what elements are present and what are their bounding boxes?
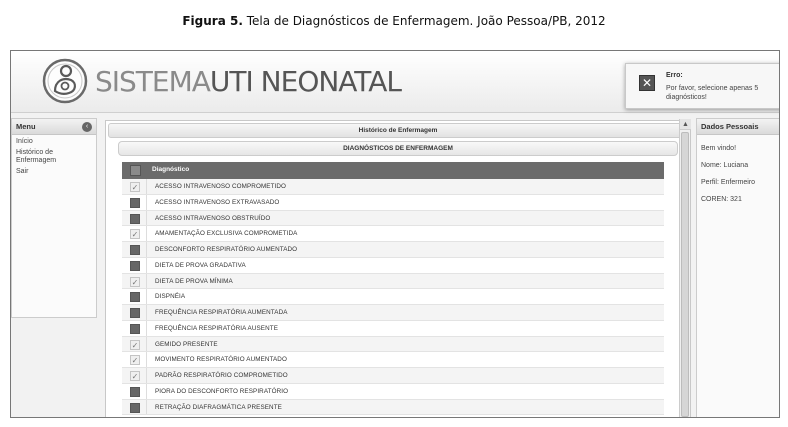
app-title-unit: UTI NEONATAL [209, 65, 401, 98]
table-row[interactable] [122, 368, 664, 384]
diagnostics-table [122, 162, 664, 415]
user-profile: Perfil: Enfermeiro [701, 179, 756, 186]
menu-item-historico[interactable]: Histórico de Enfermagem [16, 149, 57, 164]
table-row[interactable] [122, 321, 664, 337]
checkbox-cell [122, 368, 147, 383]
app-window [10, 50, 780, 418]
app-title [95, 65, 401, 98]
app-title-system: SISTEMA [95, 65, 210, 98]
error-toast[interactable] [625, 63, 780, 109]
mother-baby-logo-icon [41, 57, 89, 105]
row-checkbox[interactable] [130, 324, 140, 334]
row-checkbox[interactable] [130, 214, 140, 224]
menu-title: Menu [16, 122, 36, 131]
diagnosis-label: DIETA DE PROVA GRADATIVA [155, 261, 246, 269]
diagnosis-label: ACESSO INTRAVENOSO COMPROMETIDO [155, 183, 287, 190]
table-row[interactable] [122, 179, 664, 195]
row-checkbox-checked[interactable] [130, 355, 140, 365]
row-checkbox[interactable] [130, 198, 140, 208]
checkbox-cell [122, 258, 147, 273]
checkbox-cell [122, 179, 147, 194]
diagnostics-section-title: DIAGNÓSTICOS DE ENFERMAGEM [118, 141, 678, 156]
row-checkbox[interactable] [130, 403, 140, 413]
main-scrollbar[interactable] [679, 119, 690, 418]
row-checkbox[interactable] [130, 387, 140, 397]
checkbox-cell [122, 242, 147, 257]
close-icon[interactable]: ✕ [639, 75, 655, 91]
welcome-text: Bem vindo! [701, 145, 737, 152]
diagnosis-label: DISPNÉIA [155, 293, 186, 301]
row-checkbox[interactable] [130, 261, 140, 271]
toast-title: Erro: [666, 72, 683, 79]
row-checkbox-checked[interactable] [130, 182, 140, 192]
main-panel [105, 120, 691, 418]
main-panel-title: Histórico de Enfermagem [108, 123, 688, 138]
menu-item-sair[interactable]: Sair [16, 168, 29, 175]
checkbox-cell [122, 305, 147, 320]
diagnosis-label: RETRAÇÃO DIAFRAGMÁTICA PRESENTE [155, 403, 282, 411]
user-name: Nome: Luciana [701, 162, 749, 169]
diagnosis-label: FREQUÊNCIA RESPIRATÓRIA AUMENTADA [155, 309, 288, 316]
figure-caption [0, 14, 788, 28]
row-checkbox-checked[interactable] [130, 229, 140, 239]
checkbox-cell [122, 226, 147, 241]
toast-message: Por favor, selecione apenas 5 diagnósticos! [666, 85, 759, 101]
checkmark-icon: ✓ [131, 277, 139, 287]
row-checkbox[interactable] [130, 292, 140, 302]
checkbox-cell [122, 211, 147, 226]
column-header-diagnostico: Diagnóstico [152, 166, 190, 173]
menu-header [12, 119, 96, 135]
diagnosis-label: ACESSO INTRAVENOSO OBSTRUÍDO [155, 214, 271, 222]
diagnosis-label: FREQUÊNCIA RESPIRATÓRIA AUSENTE [155, 324, 278, 332]
diagnosis-label: PADRÃO RESPIRATÓRIO COMPROMETIDO [155, 372, 288, 379]
menu-panel [11, 118, 97, 318]
checkbox-cell [122, 352, 147, 367]
personal-data-title: Dados Pessoais [697, 119, 780, 135]
collapse-menu-icon[interactable]: ‹ [82, 122, 92, 132]
personal-data-panel [696, 118, 780, 418]
table-row[interactable] [122, 226, 664, 242]
table-row[interactable] [122, 274, 664, 290]
checkmark-icon: ✓ [131, 340, 139, 350]
diagnosis-label: ACESSO INTRAVENOSO EXTRAVASADO [155, 198, 280, 206]
table-row[interactable] [122, 289, 664, 305]
diagnosis-label: GEMIDO PRESENTE [155, 340, 218, 348]
checkbox-cell [122, 321, 147, 336]
select-all-checkbox[interactable] [130, 165, 141, 176]
row-checkbox-checked[interactable] [130, 371, 140, 381]
diagnosis-label: MOVIMENTO RESPIRATÓRIO AUMENTADO [155, 356, 287, 364]
figure-caption-text: Tela de Diagnósticos de Enfermagem. João Pessoa/PB, 2012 [242, 14, 606, 28]
diagnosis-label: DESCONFORTO RESPIRATÓRIO AUMENTADO [155, 246, 298, 253]
checkmark-icon: ✓ [131, 356, 139, 366]
checkmark-icon: ✓ [131, 372, 139, 381]
table-row[interactable] [122, 211, 664, 227]
checkbox-cell [122, 337, 147, 352]
checkmark-icon: ✓ [131, 183, 139, 192]
menu-item-inicio[interactable]: Início [16, 138, 33, 145]
app-header [11, 51, 779, 113]
checkbox-cell [122, 274, 147, 289]
table-row[interactable] [122, 384, 664, 400]
table-row[interactable] [122, 337, 664, 353]
checkbox-cell [122, 289, 147, 304]
table-row[interactable] [122, 242, 664, 258]
row-checkbox[interactable] [130, 308, 140, 318]
table-body [122, 179, 664, 415]
figure-caption-label: Figura 5. [182, 14, 243, 28]
row-checkbox-checked[interactable] [130, 340, 140, 350]
table-row[interactable] [122, 305, 664, 321]
table-row[interactable] [122, 195, 664, 211]
checkbox-cell [122, 195, 147, 210]
user-coren: COREN: 321 [701, 196, 742, 203]
row-checkbox[interactable] [130, 245, 140, 255]
diagnosis-label: AMAMENTAÇÃO EXCLUSIVA COMPROMETIDA [155, 230, 298, 238]
checkbox-cell [122, 400, 147, 415]
checkbox-cell [122, 384, 147, 399]
row-checkbox-checked[interactable] [130, 277, 140, 287]
diagnosis-label: PIORA DO DESCONFORTO RESPIRATÓRIO [155, 387, 289, 395]
checkmark-icon: ✓ [131, 230, 139, 240]
table-row[interactable] [122, 400, 664, 416]
table-row[interactable] [122, 258, 664, 274]
diagnosis-label: DIETA DE PROVA MÍNIMA [155, 277, 233, 285]
table-row[interactable] [122, 352, 664, 368]
scroll-up-icon[interactable]: ▲ [680, 119, 691, 130]
table-header [122, 162, 664, 179]
scroll-thumb[interactable] [681, 132, 689, 417]
